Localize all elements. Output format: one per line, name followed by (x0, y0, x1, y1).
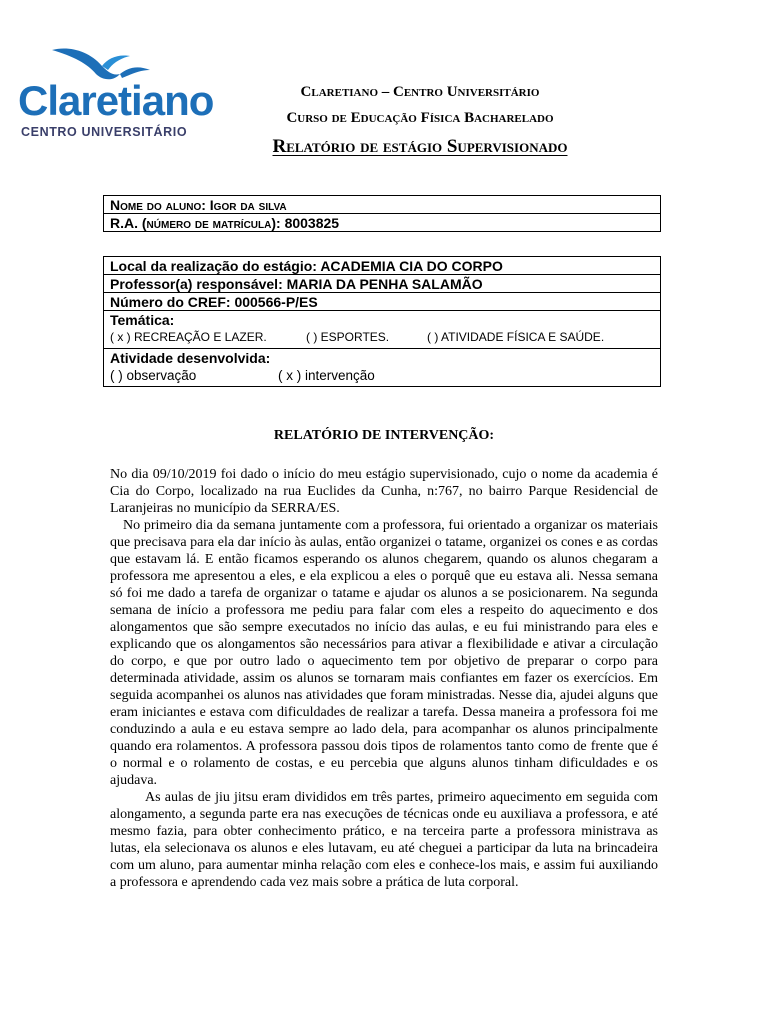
claretiano-logo (18, 44, 214, 144)
theme-options (110, 328, 654, 344)
student-name-row (104, 196, 661, 214)
theme-label: Temática: (110, 312, 175, 328)
student-ra-text: R.A. (número de matrícula): 8003825 (110, 214, 340, 231)
theme-row (104, 311, 661, 349)
internship-location: Local da realização do estágio: ACADEMIA CIA DO CORPO (104, 257, 661, 275)
location-row (104, 257, 661, 275)
internship-table (103, 256, 661, 387)
report-body (110, 466, 658, 891)
activity-cell (104, 349, 661, 387)
activity-options (110, 366, 654, 383)
student-name: Nome do aluno: Igor da silva (104, 196, 661, 214)
internship-professor: Professor(a) responsável: MARIA DA PENHA SALAMÃO (104, 275, 661, 293)
student-ra (104, 214, 661, 232)
report-title: RELATÓRIO DE INTERVENÇÃO: (273, 428, 495, 443)
theme-option-sports: ( ) ESPORTES. (306, 330, 390, 344)
report-paragraph: No dia 09/10/2019 foi dado o início do meu estágio supervisionado, cujo o nome da academia é Cia do Corpo, localizado na rua Euclides da Cunha, n:767, no bairro Parque Residencial de Laranjeiras no município da SERRA/ES. (110, 467, 658, 516)
institution-name: Claretiano – Centro Universitário (300, 84, 540, 100)
report-paragraph: No primeiro dia da semana juntamente com a professora, fui orientado a organizar os materiais que precisava para ela dar início às aulas, então organizei o tatame, organizei os cones e as cordas que estavam lá. E então ficamos esperando os alunos chegarem, quando os alunos chegaram a professora me apresentou a eles, e ela explicou a eles o porquê que eu estava ali. Nessa semana só foi me dado a tarefa de organizar o tatame e ajudar os alunos a se posicionarem. Na segunda semana de início a professora me pediu para falar com eles a respeito do aquecimento e dos alongamentos que são sempre executados no início das aulas, e eu fui ministrando para eles e explicando que os alongamentos são necessários para ativar a flexibilidade e ativar a circulação do corpo, e que por outro lado o aquecimento tem por objetivo de preparar o corpo para determinada atividade, assim os alunos se tornaram mais confiantes em fazer os exercícios. Em seguida acompanhei os alunos nas atividades que foram ministradas. Nesse dia, ajudei alguns que eram iniciantes e estava com dificuldades de realizar a tarefa. Dessa maneira a professora foi me conduzindo a aula e eu estava sempre ao lado dela, para acompanhar os alunos principalmente quando era rolamentos. A professora passou dois tipos de rolamentos tanto como de frente que é o normal e o rolamento de costas, e eu percebia que alguns alunos tinham dificuldades e os ajudava. (110, 518, 658, 788)
cref-row (104, 293, 661, 311)
theme-cell (104, 311, 661, 349)
internship-cref: Número do CREF: 000566-P/ES (104, 293, 661, 311)
student-ra-row (104, 214, 661, 232)
activity-label: Atividade desenvolvida: (110, 350, 271, 366)
activity-option-intervention: ( x ) intervenção (278, 368, 375, 383)
report-paragraph: As aulas de jiu jitsu eram divididos em três partes, primeiro aquecimento em seguida com alongamento, a segunda parte era nas execuções de técnicas onde eu auxiliava a professora, e até mesmo fazia, para obter conhecimento prático, e na terceira parte a professora ministrava as lutas, ela selecionava os alunos e eles lutavam, eu até cheguei a participar da luta na brincadeira com um aluno, para aumentar minha relação com eles e conhece-los mais, e assim fui auxiliando a professora e aprendendo cada vez mais sobre a prática de luta corporal. (110, 790, 658, 890)
theme-option-health: ( ) ATIVIDADE FÍSICA E SAÚDE. (427, 330, 605, 344)
activity-row (104, 349, 661, 387)
activity-option-observation: ( ) observação (110, 368, 197, 383)
theme-option-recreation: ( x ) RECREAÇÃO E LAZER. (110, 330, 267, 344)
document-title: Relatório de estágio Supervisionado (272, 136, 568, 157)
course-name: Curso de Educação Física Bacharelado (286, 110, 554, 126)
student-table (103, 195, 661, 232)
logo-subtitle: CENTRO UNIVERSITÁRIO (21, 125, 188, 139)
logo-name: Claretiano (18, 77, 214, 124)
professor-row (104, 275, 661, 293)
